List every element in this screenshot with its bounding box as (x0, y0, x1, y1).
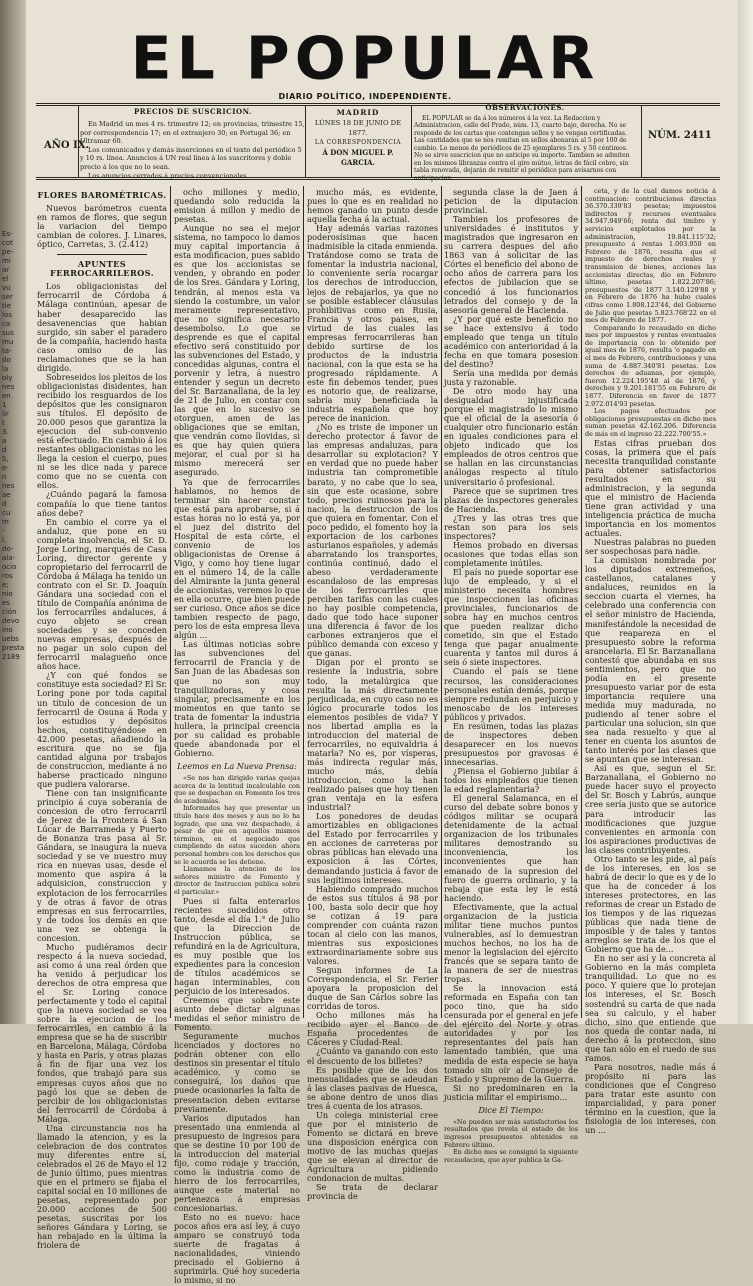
article-paragraph: ¿Piensa el Gobierno jubilar á todos los empleados que tienen la edad reglamentaria? (444, 766, 578, 795)
article-paragraph: Creemos que sobre este asunto debe dictar algunas medidas el señor ministro de Fomento. (174, 995, 300, 1033)
article-paragraph: ocho millones y medio, quedando solo reducida la emision á millon y medio de pesetas. (174, 187, 300, 225)
observations-text: EL POPULAR se da á los números á la vez. La Redaccion y Administracion, calle del Prado, núm. 13, cuarto bajo, derecha. No se responde de los cartas que contengan sellos y no vengan certificadas. Las cantidades que se nos remitan en sellos abonarán al 5 por 100 de cambio. Lo menos de periódicos de 25 ejemplares 5 rs. y 50 céntimos. No se sirve suscricion que no anticipe su importe. Tambien se admiten en los mismos libranzas contra el giro mútuo, letras de fácil cobro, sin tabla renovada, dejarán de remitir el periódico para avisarnos con anticipacion. (414, 114, 630, 182)
article-paragraph: Otro tanto se les pide, al país de los intereses, en los se habrá de decir lo que es y de lo que ha de conceder á los intereses protectores, en las reformas de crear un Estado de los tiempos y de las riquezas públicas que nada tiene de imposible y de tales y tantos arreglos se trata de los que el Gobierno que ha de... (585, 853, 716, 955)
spine-fragment: nio (2, 590, 13, 598)
article-paragraph: Tambien los profesores de universidades é institutos y magistrados que ingresaron en su carrera despues del año 1863 van á solicitar de las Córtes el beneficio del abono de ocho años de carrera para los efectos de jubilacion que se concedió á los funcionarios letrados del consejo y de la asesoría general de Hacienda. (444, 214, 578, 315)
spine-text-fragments (2, 230, 24, 662)
spine-fragment: ción (2, 608, 17, 616)
article-paragraph: Parece que se suprimen tres plazas de inspectores generales de Hacienda. (444, 485, 578, 514)
spine-fragment: nes (2, 482, 15, 490)
article-heading: APUNTES FERROCARRILEROS. (50, 259, 154, 279)
article-paragraph: Habiendo comprado muchos de estos sus títulos á 98 por 100, basta solo decir que hoy se cotizan á 19 para comprender con cuánta razon tocan al cielo con las manos, mientras sus exposiciones extraordinariamente sobre sus valores. (307, 883, 438, 966)
spine-fragment: tie (2, 302, 11, 310)
spine-fragment: pe- (2, 248, 14, 256)
spine-fragment: uebs (2, 635, 19, 643)
masthead (130, 24, 600, 101)
article-paragraph: Los obligacionistas del ferrocarril de Córdoba á Málaga continúan, apesar de haber desaparecido las desavenencias que habian surgido, sin saber el paradero de la compañía, haciendo hasta caso omiso de las reclamaciones que se la han dirigido. (37, 281, 167, 373)
issue-dateline (306, 108, 410, 168)
spine-fragment: S, (2, 455, 9, 463)
article-paragraph: Efectivamente, que la actual organizacion de la justicia militar tiene muchos puntos vulnerables, así lo demuestran muchos hechos, no los ha de menor la legislacion del ejército francés que se separa tanto de la manera de ser de nuestras tropas. (444, 901, 578, 985)
article-paragraph: Se la innovacion está reformada en España con tan poco tino, que ha sido censurada por el general en jefe del ejército del Norte y otras autoridades y por los representantes del país han lamentado también, que una medida de esta especie se haya tomado sin oír al Consejo de Estado y Supremo de la Guerra. (444, 983, 578, 1084)
observations-title: OBSERVACIONES. (485, 103, 565, 112)
article-paragraph: En resúmen, todas las plazas de inspectores deben desaparecer en los nuevos presupuestos por gravosas é innecesarias. (444, 720, 578, 767)
spine-fragment: ar (2, 266, 10, 274)
article-paragraph: Una circunstancia nos ha llamado la atencion, y es la celebracion de dos contratos muy diferentes entre sí, celebrados el 26 de Mayo el 12 de Junio último, pues mientras que en el primero se fijaba el capital social en 10 millones de pesetas, representado por 20.000 acciones de 500 pesetas, suscritas por los señores Gándara y Loring, se han rebajado en la última la friolera de (37, 1122, 167, 1251)
column-rule (170, 186, 171, 1018)
column-5 (585, 187, 716, 1136)
spine-fragment: d (2, 446, 7, 454)
spine-fragment: - (2, 527, 5, 535)
article-paragraph: ¿Cuánto va ganando con esto el descuento de los billetes? (307, 1046, 438, 1066)
spine-fragment: ino (2, 626, 13, 634)
spine-fragment: ca (2, 320, 11, 328)
article-paragraph: Así es que, segun el Sr. Barzanallana, el Gobierno no puede hacer suyo el proyecto del Sr. Bosch y Labrús, aunque cree sería justo que se autorice para introducir las modificaciones que juzgue convenientes en armonía con los aspiraciones productivas de las clases contribuyentes. (585, 763, 716, 855)
spine-fragment: 3. (2, 428, 9, 436)
article-paragraph: ¿Cuándo pagará la famosa compañía lo que tiene tantos años debe? (37, 489, 167, 518)
article-paragraph: Cuando el país se tiene recursos, las consideraciones personales están demás, porque siempre redundan en perjuicio y menoscabo de los intereses públicos y privados. (444, 666, 578, 722)
spine-fragment: m (2, 518, 9, 526)
article-paragraph: En no ser así y la concreta al Gobierno en la más completa tranquilidad. Lo que no es poco. Y quiere que lo protejan los intereses, el Sr. Bosch sostendrá su carta de que nada sea su calculo, y el haber dicho, sino que entiende que nos queda de contar nada, ni derecho á la proteccion, sino que tan sólo en el ruedo de sus ramos. (585, 953, 716, 1063)
spine-fragment: lir (2, 410, 9, 418)
column-rule (581, 186, 582, 1018)
article-paragraph: ¿Tres y las otras tres que restan son para los seis inspectores? (444, 512, 578, 541)
spine-fragment: ae (2, 491, 11, 499)
spine-fragment: t (2, 419, 5, 427)
column-rule (441, 186, 442, 1018)
article-paragraph: Las últimas noticias sobre las subvenciones del ferrocarril de Francia y de San Juan de las Abadesas son que no son muy tranquilizadoras, y cosa singular, precisamente en los momentos en que tanto se trata de fomentar la industria hullera, la principal creencia por su calidad es probable quede abandonada por el Gobierno. (174, 639, 300, 758)
spine-fragment: do- (2, 545, 14, 553)
spine-fragment: e; (2, 581, 9, 589)
article-paragraph: ¿Y por qué este beneficio no se hace extensivo á todo empleado que tenga un título académico con anterioridad á la fecha en que tomara posesion del destino? (444, 313, 578, 369)
observations (414, 104, 636, 182)
newspaper-subtitle: DIARIO POLÍTICO, INDEPENDIENTE. (278, 92, 452, 101)
spine-fragment: e- (2, 464, 9, 472)
article-paragraph: Hay además varias razones poderosísimas que hacen inadmisible la citada enmienda. Tratándose como se trata de fomentar la industria nacional, lo conveniente sería rocargar los derechos de introduccion, lejos de rebajarlos, ya que no se posible establecer cláusulas prohibitivas como en Rusia, Francia y otros paises, en virtud de las cuales las empresas ferrocarrileras han debido surtirse de los productos de la industria nacional, con la que esta se ha progresado rápidamente. A este fin debemos tender, pues es notorio que, de realizarse, sabría muy beneficiada la industria española que hoy perece de inanicion. (307, 223, 438, 424)
subscription-line: En Madrid un mes 4 rs. trimestre 12; en provincias, trimestre 15, por correspondencia 17; en el extranjero 30; en Portugal 36; en Ultramar 60. (80, 120, 305, 145)
spine-fragment: oly (2, 374, 13, 382)
spine-fragment: vu (2, 284, 11, 292)
article-paragraph: Ocho millones más ha recibido ayer el Banco de España procedentes de Cáceres y Ciudad-Real. (307, 1010, 438, 1048)
article-paragraph: La comision nombrada por los diputados extremeños, castellanos, catalanes y andaluces, reunidos en la seccion cuarta el viernes, ha celebrado una conferencia con el señor ministro de Hacienda, manifestándole la necesidad de que reapareza en el presupuesto sobre la reforma arancelaria. El Sr. Barzanallana contestó que abundaba en sus sentimientos, pero que no podía en el presente presupuesto variar por de esta importancia requiere una medida muy madurada, no pudiendo al tener sobre el particular una solucion, sin que sea nada resuelto y que al tener en cuenta los asuntos de tanto interés por las clases que se apuntan que se interesan. (585, 555, 716, 765)
article-paragraph: Hemos probado en diversas ocasiones que todas ellas son completamente inútiles. (444, 539, 578, 568)
column-2 (174, 187, 300, 1286)
issue-date: LÚNES 18 DE JUNIO DE 1877. (314, 119, 402, 137)
spine-fragment: cu (2, 509, 11, 517)
article-paragraph: Nuestras palabras no pueden ser sospechosas para nadie. (585, 537, 716, 557)
article-paragraph: De otro modo hay una desigualdad injustificada porque el magistrado lo mismo que el oficial de la asesoría ó cualquier otro funcionario están en iguales condiciones para el objeto indicado que los empleados de otros centros que se hallan en las circunstancias análogas respecto al título universitario ó profesional. (444, 386, 578, 487)
spine-fragment: ocio (2, 563, 17, 571)
spine-fragment: cot (2, 239, 13, 247)
spine-fragment: d (2, 500, 7, 508)
article-paragraph: Seguramente muchos licenciados y doctores no podrán obtener con ello destinos sin presentar el título académico, y como se conseguirá, los daños que puede ocasionarles la falta de presentacion deben evitarse previamente. (174, 1031, 300, 1114)
article-paragraph: Segun informes de La Correspondencia, el Sr. Ferier apoyara la proposicion del duque de San Cárlos sobre las corridas de toros. (307, 965, 438, 1012)
article-paragraph: ¿No es triste de imponer un derecho protector á favor de las empresas andaluzas, para desarrollar su explotacion? Y en verdad que no puede haber industria tan comprometible barato, y no cabe que lo sea, sin que este ocasione, sobre todo, precios ruinosos para la nacion, la destruccion de los que quiera en fomentar. Con el poco pedido, el fomento hoy la exportacion de los carbones asturianos españoles, y además abarratando los transportes, continúa continuó, dado el abeso verdaderamente escandaloso de las empresas de los ferrocarriles que perciben tarifas con las cuales no hay posible competencia, dado que todo hace suponer una diferencia á favor de los carbones extranjeros que el público demanda con exceso y que ganas. (307, 422, 438, 659)
header-divider (641, 106, 642, 177)
article-paragraph: Ya que de ferrocarriles hablamos, no hemos de terminar sin hacer constar que está para aprobarse, si á estas horas no lo está ya, por el juez del distrito del Hospital de esta córte, el convenio de los obligacionistas de Orense á Vigo, y como hoy tiene lugar en el número 14, de la calle del Almirante la junta general de accionistas, veremos lo que en ella ocurre, que bien puede ser curioso. Once años se dice tambien respecto de pago, pero los de esta empresa lleva algún ... (174, 476, 300, 641)
subscription-line: Los comunicados y demás inserciones en el texto del periódico 5 y 10 rs. línea. Anuncios á UN real línea á los suscritores y doble precio á los que no lo sean. (80, 146, 302, 171)
article-paragraph: El general Salamanca, en el curso del debate sobre bonos y códigos militar se ocupará detenidamente de la actual organizacion de los tribunales militares demostrando su inconveniencia, los inconvenientes que han emanado de la supresion del fuero de guerra ordinario, y la rebaja que esta ley le está haciendo. (444, 793, 578, 903)
article-paragraph: Digan por el pronto se resiente la industria, sobre todo, la metalúrgica que resulta la más directamente perjudicada, en cuyo caso no es lógico procurarle todos los elementos posibles de vida? Y nos libertad amplia es la introduccion del material de ferrocarriles, no equivaldria á matarla? No es, por vísperas, más indirecta regular más, mucho más, debía introduccion, como la han realizado paises que hoy tienen gran ventaja en la esfera industrial? (307, 657, 438, 813)
spine-fragment: do (2, 356, 11, 364)
article-paragraph: Sobreseidos los pleitos de los obligacionistas disidentes, han recibido los resguardos de los depósitos que les consignaron sus títulos. El depósito de 20.000 pesos que garantiza la ejecucion del sub-convenio está efectuado. En cambio á los restantes obligacionistas no les llega la cesion el cuerpo, pues ni se les dice nada y parece como que no se cuenta con ellos. (37, 371, 168, 491)
article-heading: FLORES BAROMÉTRICAS. (37, 190, 167, 200)
spine-fragment: ala- (2, 554, 16, 562)
spine-fragment: 1 (2, 401, 7, 409)
article-paragraph: Varios diputados han presentado una enmienda al presupuesto de ingresos para que se destine 10 por 100 de la introduccion del material fijo, como rodaje y tracción, como la industria como de hierro de los ferrocarriles, aunque este material no pertenezca á empresas concesionarias. (174, 1112, 300, 1214)
quoted-paragraph: Informados hay que presentar un título hace dos meses y aun no lo ha logrado, que una vez despachado, á pesar de que en aquellos mismos términos, en el negociado que cumpliendo de estos suceden ahora personal hombre con los derechos que se le acuerda se les detiene. (174, 804, 300, 866)
spine-fragment: a (2, 437, 7, 445)
spine-fragment: i, (2, 536, 7, 544)
spine-fragment: mu (2, 338, 14, 346)
year-label: AÑO IX. (44, 140, 90, 151)
spine-fragment: mi (2, 257, 11, 265)
quoted-paragraph: «No pueden ser más satisfactorios los resultados que revela el estado de los ingresos presupuestos obtenidos en Febrero último. (444, 1117, 578, 1149)
newspaper-title: EL POPULAR (130, 24, 600, 94)
article-paragraph: Aunque no sea el mejor sistema, no tampoco lo damos muy capital importancia á esta modificacion, pues sabido es que los accionistas se venden, y obrando en poder de los Sres. Gándara y Loring, tendrán, al menos esta va siendo la costumbre, un valor meramente representativo, que no significa necesario desembolso. Lo que se desprende es que el capital efectivo será constituido por las subvenciones del Estado, y concedidas algunas, contra el porvenir y letra, á nuestro entender y segun un decreto del Sr. Barzanallana, de la ley de 21 de Julio, en contar con las que en lo sucesivo se otorguen, amen de las obligaciones que se emitan, que vendrán como llovidas, si es que hay quien quiera mejorar, el cual por si ha mismo merecerá ser asegurado. (174, 223, 300, 478)
spine-fragment: n (2, 473, 7, 481)
spine-fragment: ser (2, 293, 13, 301)
article-paragraph: Un colega ministerial cree que por el ministerio de Fomento se dictará en breve una disposicion enérgica con motivo de las muchas quejas que se elevan al director de Agricultura pidiendo condonacion de multas. (307, 1109, 438, 1184)
spine-fragment: ros (2, 572, 13, 580)
article-paragraph: Los ponedores de deudas amortizables en obligaciones del Estado por ferrocarriles y en acciones de carreteras por obras públicas han elevado una exposicion á las Córtes, demandando justicia á favor de sus legítimos intereses. (307, 811, 438, 885)
spine-fragment: sus (2, 329, 14, 337)
quoted-paragraph: ceta, y de la cual damos noticia á continuacion: contribuciones directas 36.370.339'83 pesetas; impuestos indirectos y recursos eventuales 34.947.949'66; renta del timbre y servicios explotados por la administracion, 19.841.115'32; presupuesto á rentas 1.003.950 en Febrero de 1876, resulta que el impuesto de derechos reales y transmision de bienes, acciones las accionistas directas, dio en Febrero último, pesetas 1.822.207'86; presupuestos 'de 1877 3.140.129'88 y en Febrero de 1876 ha hubo cuales cifras como 1.808.123'44, del Gobierno de Julio que pesetas 5.823.768'22 en el mes de Febrero de 1877. (585, 187, 716, 325)
correspondence-label: LA CORRESPONDENCIA (314, 139, 402, 146)
column-3 (307, 187, 438, 1202)
city: MADRID (336, 108, 380, 117)
subscription-line: Los anuncios cerrados á precios convencionales. (88, 172, 249, 181)
spine-fragment: la (2, 365, 9, 373)
article-paragraph: segunda clase la de Jaen á peticion de la diputacion provincial. (444, 187, 578, 216)
spine-fragment: en (2, 392, 11, 400)
spine-fragment: devo (2, 617, 20, 625)
article-paragraph: Tiene con tan insignificante principio á cuya soberanía de concesion de otro ferrocarril de Jerez de la Frontera á San Lúcar de Barrameda y Puerto de Bonanza tras pasa al Sr. Gándara, se inaugura la nueva sociedad y se ve nuestro muy rica en nuevas usas, desde el momento que aspira á la adquisicion, construccion y explotacion de los ferrocarriles y de otras á favor de otras empresas en sus ferrocarriles, y de todos los demás en que una vez se obtenga la concesion. (37, 788, 167, 943)
issue-number: NÚM. 2411 (648, 130, 712, 141)
article-paragraph: Se trata de declarar provincia de (307, 1182, 438, 1202)
article-paragraph: Es posible que de los dos mensualidades que se adeudan á las clases pasivas de Huesca, se abone dentro de unos dias tres á cuenta de los atrasos. (307, 1064, 438, 1111)
article-paragraph: ¿Y con qué fondos se constituye esta sociedad? El Sr. Loring pone por toda capital un título de concesion de un ferrocarril de Osuna á Roda y los estudios y depósitos hechos, constituyéndose en 42.000 pesetas, añadiendo la escritura que no se fija cantidad alguna por trabajos de construccion, mediante á no haberse practicado ninguno que pudiera valorarse. (37, 670, 167, 789)
quoted-paragraph: «Se nos han dirigido varias quejas acerca de la lentitud incalculable con que se despachan en Fomento los tres de academias. (174, 774, 300, 805)
article-paragraph: Sería una medida por demás justa y razonable. (444, 367, 578, 387)
article-paragraph: En cambio el corre ya el andaluz, que pone en su completa insolvencia, el Sr. D. Jorge Loring, marqués de Casa Loring, director gerente y copropietario del ferrocarril de Córdoba á Málaga ha tenido un contrato con el Sr. D. Joaquín Gándara una sociedad con el título de Compañía anónima de los ferrocarriles andaluces, á cuyo objeto se crean sociedades y se conceden nuevas empresas, después de no pagar un solo cupon del ferrocarril malagueño once años hace. (37, 516, 167, 672)
spine-fragment: Es- (2, 230, 13, 238)
column-1 (37, 188, 168, 1251)
article-paragraph: Si no predominaren en la justicia militar el empirismo... (444, 1082, 578, 1102)
page-edge (738, 0, 753, 1024)
article-paragraph: Para nosotros, nadie más á propósito ni para las condiciones que el Congreso para tratar este asunto con imparcialidad, y para poner término en la cuestion, que la fisiologia de los intereses, con un ... (585, 1061, 716, 1136)
binding-spine (0, 0, 26, 1024)
spine-fragment: los (2, 311, 12, 319)
spine-fragment: ta- (2, 347, 12, 355)
quote-intro: Leemos en La Nueva Prensa: (177, 760, 297, 771)
quoted-paragraph: Los pagos efectuados por obligaciones presupuestas en dicho mes suman pesetas 42.162.206. Diferencia de más en el ingreso 22.222.700'55.» (585, 407, 716, 438)
subscription-prices-title: PRECIOS DE SUSCRICION. (134, 107, 252, 116)
spine-fragment: 2189 (2, 653, 20, 661)
column-4 (444, 187, 578, 1164)
article-separator (57, 254, 147, 255)
quoted-paragraph: Comparando lo recaudado en dicho mes por impuestos y rentas eventuales de importancia con lo obtenido por igual mes de 1876, resulta 'o pagado en el mes de Febrero, contribuciones y una suma de 4.887.340'81 pesetas. Los derechos de aduanas, por ejemplo, fueron 12.224.195'48 al de 1876, y derechos y 9.201.181'55 en Febrero de 1877. Diferencia en favor de 1877 2.972.014'93 pesetas. (585, 323, 716, 408)
column-rule (303, 186, 304, 1018)
header-divider (411, 106, 412, 177)
quote-intro: Dice El Tiempo: (478, 1104, 544, 1115)
article-paragraph: mucho más, es evidente, pues lo que es en realidad no hemos ganado un punto desde aquella fecha á la actual. (307, 187, 438, 225)
article-paragraph: Pues si falta enterarlos recientes sucedidos otro tanto, desde el día 1.° de Julio que la Direccion de Instruccion pública, se refundirá en la de Agricultura, es muy posible que los expedientes para la concesion de títulos académicos se hagan interminables, con perjuicio de los interesados. (174, 895, 300, 996)
article-paragraph: Mucho pudiéramos decir respecto á la nueva sociedad, así como á una real órden que ha venido á perjudicar los derechos de otra empresa que el Sr. Loring conoce perfectamente y todo el capital que la nueva sociedad se vea sobre la ejecucion de los ferrocarriles, en cambio á la empresa que se ha de suscribir en Barcelona, Málaga, Córdoba y hasta en París, y otras plazas á fin de fijar una vez los fondos, que trabajó para sus empresas cuyos años que no pagó los que se deben de percibir de los obligacionistas del ferrocarril de Córdoba á Málaga. (37, 941, 167, 1124)
article-paragraph: Nuevos barómetros cuenta en ramos de flores, que segun la variacion del tiempo cambian de colores. J. Linares, óptico, Carretas, 3. (2.412) (37, 203, 167, 250)
article-paragraph: Esto no es nuevo: hace pocos años era así ley, á cuyo amparo se construyó toda suerte de fragatas á nacionalidades, viniendo precisado el Gobierno á suprimirla. Qué hoy sucederia lo mismo, si no (174, 1212, 300, 1286)
spine-fragment: el (2, 275, 9, 283)
spine-fragment: presta (2, 644, 25, 652)
quoted-paragraph: Llamamos la atencion de los señores ministro de Fomento y director de Instruccion pública sobre el particular.» (174, 865, 300, 896)
subscription-prices (80, 108, 306, 181)
spine-fragment: nes (2, 383, 15, 391)
spine-fragment: es (2, 599, 10, 607)
correspondence-recipient: Á DON MIGUEL P. GARCIA. (322, 148, 394, 167)
article-paragraph: Estas cifras prueban dos cosas, la primera que el país necesita tranquilidad constante para obtener satisfactorios resultados en su administracion, y la segunda que el ministro de Hacienda tiene gran actividad y una inteligencia práctica de mucha importancia en los momentos actuales. (585, 437, 716, 539)
quoted-paragraph: En dicho mes se consignó la siguiente recaudacion, que ayer publica la Ga- (444, 1148, 578, 1164)
article-paragraph: El país no puede soportar ese lujo de empleado, y si el ministerio necesita hombres que inspeccionen las oficinas provinciales, funcionarios de sobra hay en muchos centros que pueden realizar dicho cometido, sin que el Estado tenga que pagar anualmente cuarenta y tantos mil duros á seis ó siete inspectores. (444, 566, 578, 668)
